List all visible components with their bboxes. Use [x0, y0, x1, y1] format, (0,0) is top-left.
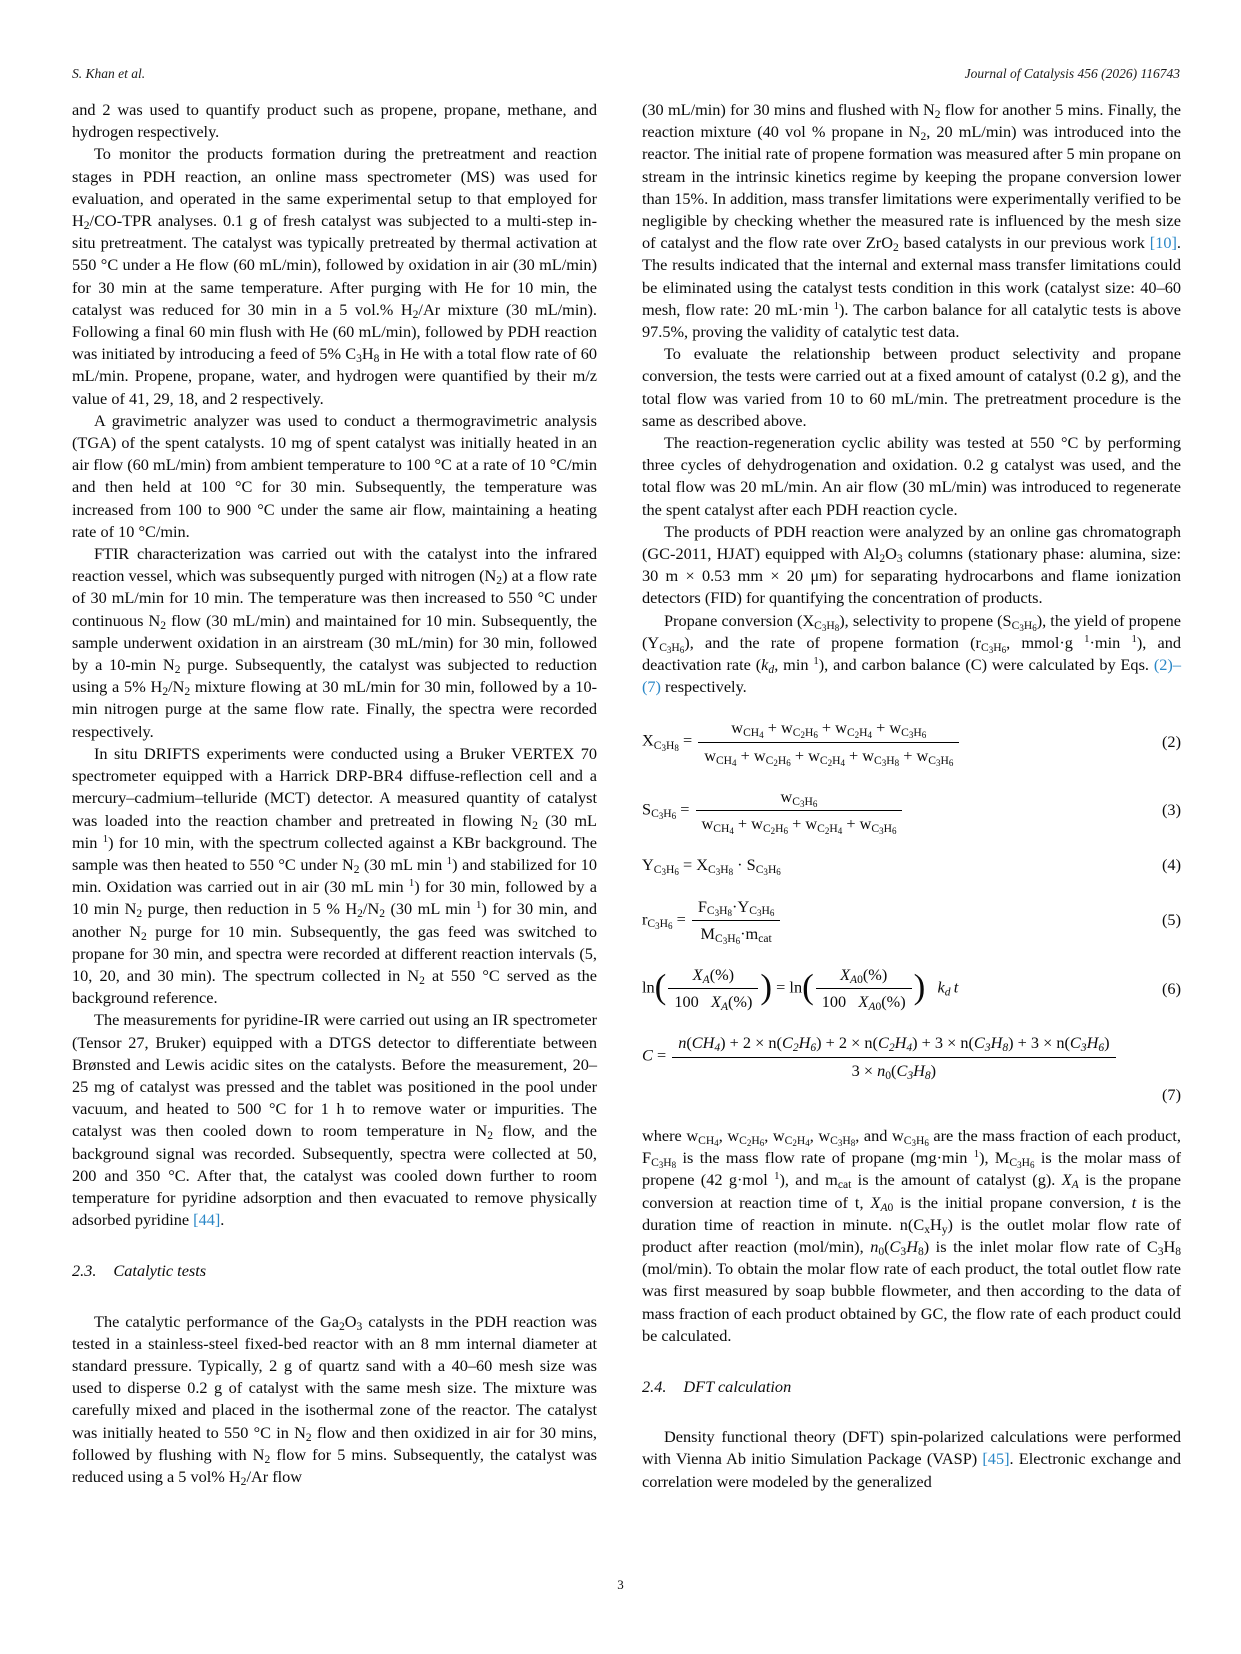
page-number: 3	[617, 1577, 624, 1592]
right-column	[642, 99, 1181, 1493]
equation-body: ln( $\frac{X_A(\%)}{100 X_A(\%)}$ ) = ln( $\frac{X_{A0}(\%)}{100 X_{A0}(\%)}$ ) $k_d$ t	[642, 964, 959, 1013]
equation	[642, 854, 1181, 876]
section-title: Catalytic tests	[113, 1261, 207, 1281]
equation-body: $Y_{C_3H_6} = X_{C_3H_8} \cdot S_{C_3H_6}$	[642, 855, 781, 877]
paragraph: FTIR characterization was carried out with the catalyst into the infrared reaction vessel, which was subsequently purged with nitrogen $(N_2)$ at a flow rate of 30 mL/min for 10 min. The temperature was then increased to 550 °C under continuous $N_2$ flow (30 mL/min) and maintained for 10 min. Subsequently, the sample underwent oxidation in an airstream (30 mL/min) for 30 min, followed by a 10-min $N_2$ purge. Subsequently, the catalyst was subjected to reduction using a 5% $H_2/N_2$ mixture flowing at 30 mL/min for 30 min, followed by a 10-min nitrogen purge at the same flow rate. Finally, the spectra were recorded respectively.	[72, 544, 598, 741]
equation-body: C = $n(CH_4) + 2 \times n(C_2H_6) + 2 \times n(C_2H_4) + 3 \times n(C_3H_8) + 3 \times n(C_3H_6)$ $3 \times n_0(C_3H_8)$	[642, 1032, 1118, 1081]
big-paren: (	[802, 966, 814, 1006]
fraction: $\frac{w_{C_3H_6}}{w_{CH_4} + w_{C_2H_6} + w_{C_2H_4} + w_{C_3H_6}}$	[696, 786, 903, 835]
running-header	[72, 66, 1180, 82]
citation-link[interactable]: [45]	[982, 1449, 1010, 1469]
equation-number: (6)	[1162, 978, 1181, 998]
header-authors: S. Khan et al.	[72, 66, 146, 81]
equation-number: (7)	[1162, 1084, 1181, 1104]
big-paren: )	[913, 966, 926, 1006]
paragraph: A gravimetric analyzer was used to conduct a thermogravimetric analysis (TGA) of the spent catalysts. 10 mg of spent catalyst was initially heated in an air flow (60 mL/min) from ambient temperature to 100 °C at a rate of 10 °C/min and then held at 100 °C for 30 min. Subsequently, the temperature was increased from 100 to 900 °C under the same air flow, maintaining a heating rate of 10 °C/min.	[72, 410, 597, 541]
paragraph: To monitor the products formation during the pretreatment and reaction stages in PDH reaction, an online mass spectrometer (MS) was used for evaluation, and operated in the same experimental setup to that employed for $H_2/CO$-TPR analyses. 0.1 g of fresh catalyst was subjected to a multi-step in-situ pretreatment. The catalyst was typically pretreated by thermal activation at 550 °C under a He flow (60 mL/min), followed by oxidation in air (30 mL/min) for 30 min at the same temperature. After purging with He for 10 min, the catalyst was reduced for 30 min in a 5 vol.% $H_2/Ar$ mixture (30 mL/min). Following a final 60 min flush with He (60 mL/min), followed by PDH reaction was initiated by introducing a feed of 5% $C_3H_8$ in He with a total flow rate of 60 mL/min. Propene, propane, water, and hydrogen were quantified by their m/z value of 41, 29, 18, and 2 respectively.	[72, 144, 597, 408]
header-journal: Journal of Catalysis 456 (2026) 116743	[964, 66, 1180, 81]
paragraph: The products of PDH reaction were analyzed by an online gas chromatograph (GC-2011, HJAT) equipped with $Al_2O_3$ columns (stationary phase: alumina, size: 30 m × 0.53 mm × 20 μm) for separating hydrocarbons and flame ionization detectors (FID) for quantifying the concentration of products.	[642, 521, 1181, 608]
equation-body: $S_{C_3H_6}$ = $\frac{w_{C_3H_6}}{w_{CH_4} + w_{C_2H_6} + w_{C_2H_4} + w_{C_3H_6}}$	[642, 786, 904, 835]
paragraph: Density functional theory (DFT) spin-polarized calculations were performed with Vienna Ab initio Simulation Package (VASP) [45]. Electronic exchange and correlation were modeled by the generalized	[642, 1427, 1181, 1491]
section-title: DFT calculation	[683, 1376, 792, 1396]
big-paren: )	[760, 966, 773, 1006]
equation	[642, 964, 1181, 1013]
paragraph: The reaction-regeneration cyclic ability was tested at 550 °C by performing three cycles of dehydrogenation and oxidation. 0.2 g catalyst was used, and the total flow was 20 mL/min. An air flow (30 mL/min) was introduced to regenerate the spent catalyst after each PDH reaction cycle.	[642, 433, 1181, 519]
paragraph: To evaluate the relationship between product selectivity and propane conversion, the tests were carried out at a fixed amount of catalyst (0.2 g), and the total flow was varied from 10 to 60 mL/min. The pretreatment procedure is the same as described above.	[642, 344, 1181, 430]
paragraph: and 2 was used to quantify product such as propene, propane, methane, and hydrogen respectively.	[72, 100, 597, 142]
paragraph: (30 mL/min) for 30 mins and flushed with $N_2$ flow for another 5 mins. Finally, the reaction mixture (40 vol % propane in $N_2$, 20 mL/min) was introduced into the reactor. The initial rate of propene formation was measured after 5 min propane on stream in the intrinsic kinetics regime by keeping the propane conversion lower than 15%. In addition, mass transfer limitations were experimentally verified to be negligible by checking whether the measured rate is influenced by the mesh size of catalyst and the flow rate over ZrO$_2$ based catalysts in our previous work [10]. The results indicated that the internal and external mass transfer limitations could be eliminated using the catalyst tests condition in this work (catalyst size: 40–60 mesh, flow rate: 20 mL·min $^1$). The carbon balance for all catalytic tests is above 97.5%, proving the validity of catalytic test data.	[642, 100, 1181, 342]
left-column	[72, 99, 597, 1488]
section-number: 2.4.	[642, 1376, 667, 1396]
equation	[642, 1032, 1181, 1106]
citation-link[interactable]: [44]	[193, 1210, 221, 1230]
equation-body: $X_{C_3H_8}$ = $\frac{w_{CH_4} + w_{C_2H_6} + w_{C_2H_4} + w_{C_3H_6}}{w_{CH_4} + w_{C_2H_6} + w_{C_2H_4} + w_{C_3H_8} + w_{C_3H_6}}$	[642, 717, 961, 766]
section-heading	[72, 1260, 597, 1282]
equation-body: $r_{C_3H_6}$ = $\frac{F_{C_3H_8}\cdot Y_{C_3H_6}}{M_{C_3H_6}\cdot m_{cat}}$	[642, 896, 782, 945]
section-heading	[642, 1376, 1181, 1398]
equation	[642, 896, 1181, 945]
fraction: $n(CH_4) + 2 \times n(C_2H_6) + 2 \times n(C_2H_4) + 3 \times n(C_3H_8) + 3 \times n(C_3H_6)$ $3 \times n_0(C_3H_8)$	[672, 1032, 1115, 1081]
paragraph: In situ DRIFTS experiments were conducted using a Bruker VERTEX 70 spectrometer equipped with a Harrick DRP-BR4 diffuse-reflection cell and a mercury–cadmium–telluride (MCT) detector. A measured quantity of catalyst was loaded into the reaction chamber and pretreated in flowing $N_2$ (30 mL min $^1$) for 10 min, with the spectrum collected against a KBr background. The sample was then heated to 550 °C under $N_2$ (30 mL min $^1$) and stabilized for 10 min. Oxidation was carried out in air (30 mL min $^1$) for 30 min, followed by a 10 $\min N_2$ purge, then reduction in 5 % $H_2/N_2$ (30 mL min $^1$) for 30 min, and another $N_2$ purge for 10 min. Subsequently, the gas feed was switched to propane for 30 min, and spectra were recorded at different reaction intervals (5, 10, 20, and 30 min). The spectrum collected in $N_2$ at 550 °C served as the background reference.	[72, 743, 597, 1008]
equation-number: (3)	[1162, 800, 1181, 820]
citation-link[interactable]: (2)–(7)	[642, 655, 1181, 697]
paragraph: The measurements for pyridine-IR were carried out using an IR spectrometer (Tensor 27, Bruker) equipped with a DTGS detector to differentiate between Brønsted and Lewis acidic sites on the catalysts. Before the measurement, 20–25 mg of catalyst was pressed and the tablet was positioned in the pool under vacuum, and heated to 500 °C for 1 h to remove water or impurities. The catalyst was then cooled down to room temperature in $N_2$ flow, and the background signal was recorded. Subsequently, spectra were collected at 50, 200 and 350 °C. After that, the catalyst was cooled down further to room temperature for pyridine adsorption and then evacuated to remove physically adsorbed pyridine [44].	[72, 1010, 598, 1230]
fraction: $\frac{w_{CH_4} + w_{C_2H_6} + w_{C_2H_4} + w_{C_3H_6}}{w_{CH_4} + w_{C_2H_6} + w_{C_2H_4} + w_{C_3H_8} + w_{C_3H_6}}$	[698, 717, 959, 766]
fraction: $\frac{F_{C_3H_8}\cdot Y_{C_3H_6}}{M_{C_3H_6}\cdot m_{cat}}$	[692, 896, 780, 945]
equation	[642, 786, 1181, 835]
fraction: $\frac{X_A(\%)}{100 X_A(\%)}$	[668, 964, 758, 1013]
big-paren: (	[654, 966, 667, 1006]
paragraph: The catalytic performance of the $Ga_2O_3$ catalysts in the PDH reaction was tested in a stainless-steel fixed-bed reactor with an 8 mm internal diameter at standard pressure. Typically, 2 g of quartz sand with a 40–60 mesh size was used to disperse 0.2 g of catalyst with the same mesh size. The mixture was carefully mixed and placed in the isothermal zone of the reactor. The catalyst was initially heated to 550 °C in $N_2$ flow and then oxidized in air for 30 mins, followed by flushing with $N_2$ flow for 5 mins. Subsequently, the catalyst was reduced using a 5 vol% $H_2/Ar$ flow	[72, 1311, 598, 1488]
fraction: $\frac{X_{A0}(\%)}{100 X_{A0}(\%)}$	[816, 964, 912, 1013]
citation-link[interactable]: [10]	[1149, 233, 1177, 253]
paragraph: Propane conversion $(X_{C_3H_8})$, selectivity to propene $(S_{C_3H_6})$, the yield of propene $(Y_{C_3H_6})$, and the rate of propene formation ($r_{C_3H_6}$, mmol·g $^1$·min $^1$), and deactivation rate ($k_d$, min $^1$), and carbon balance (C) were calculated by Eqs. (2)–(7) respectively.	[642, 610, 1182, 697]
equation	[642, 717, 1181, 766]
equation-number: (5)	[1162, 910, 1181, 930]
paragraph: where $w_{CH_4}$, $w_{C_2H_6}$, $w_{C_2H_4}$, $w_{C_3H_8}$, and $w_{C_3H_6}$ are the mass fraction of each product, $F_{C_3H_8}$ is the mass flow rate of propane (mg·min $^1$), $M_{C_3H_6}$ is the molar mass of propene (42 g·mol $^1$), and $m_{cat}$ is the amount of catalyst (g). $X_A$ is the propane conversion at reaction time of t, $X_{A0}$ is the initial propane conversion, t is the duration time of reaction in minute. $n(C_xH_y)$ is the outlet molar flow rate of product after reaction (mol/min), $n_0(C_3H_8)$ is the inlet molar flow rate of $C_3H_8$ (mol/min). To obtain the molar flow rate of each product, the total outlet flow rate was first measured by soap bubble flowmeter, and then according to the data of mass fraction of each product obtained by GC, the flow rate of each product could be calculated.	[642, 1125, 1182, 1345]
equation-number: (2)	[1162, 732, 1181, 752]
equation-number: (4)	[1162, 855, 1181, 875]
section-number: 2.3.	[72, 1261, 97, 1281]
